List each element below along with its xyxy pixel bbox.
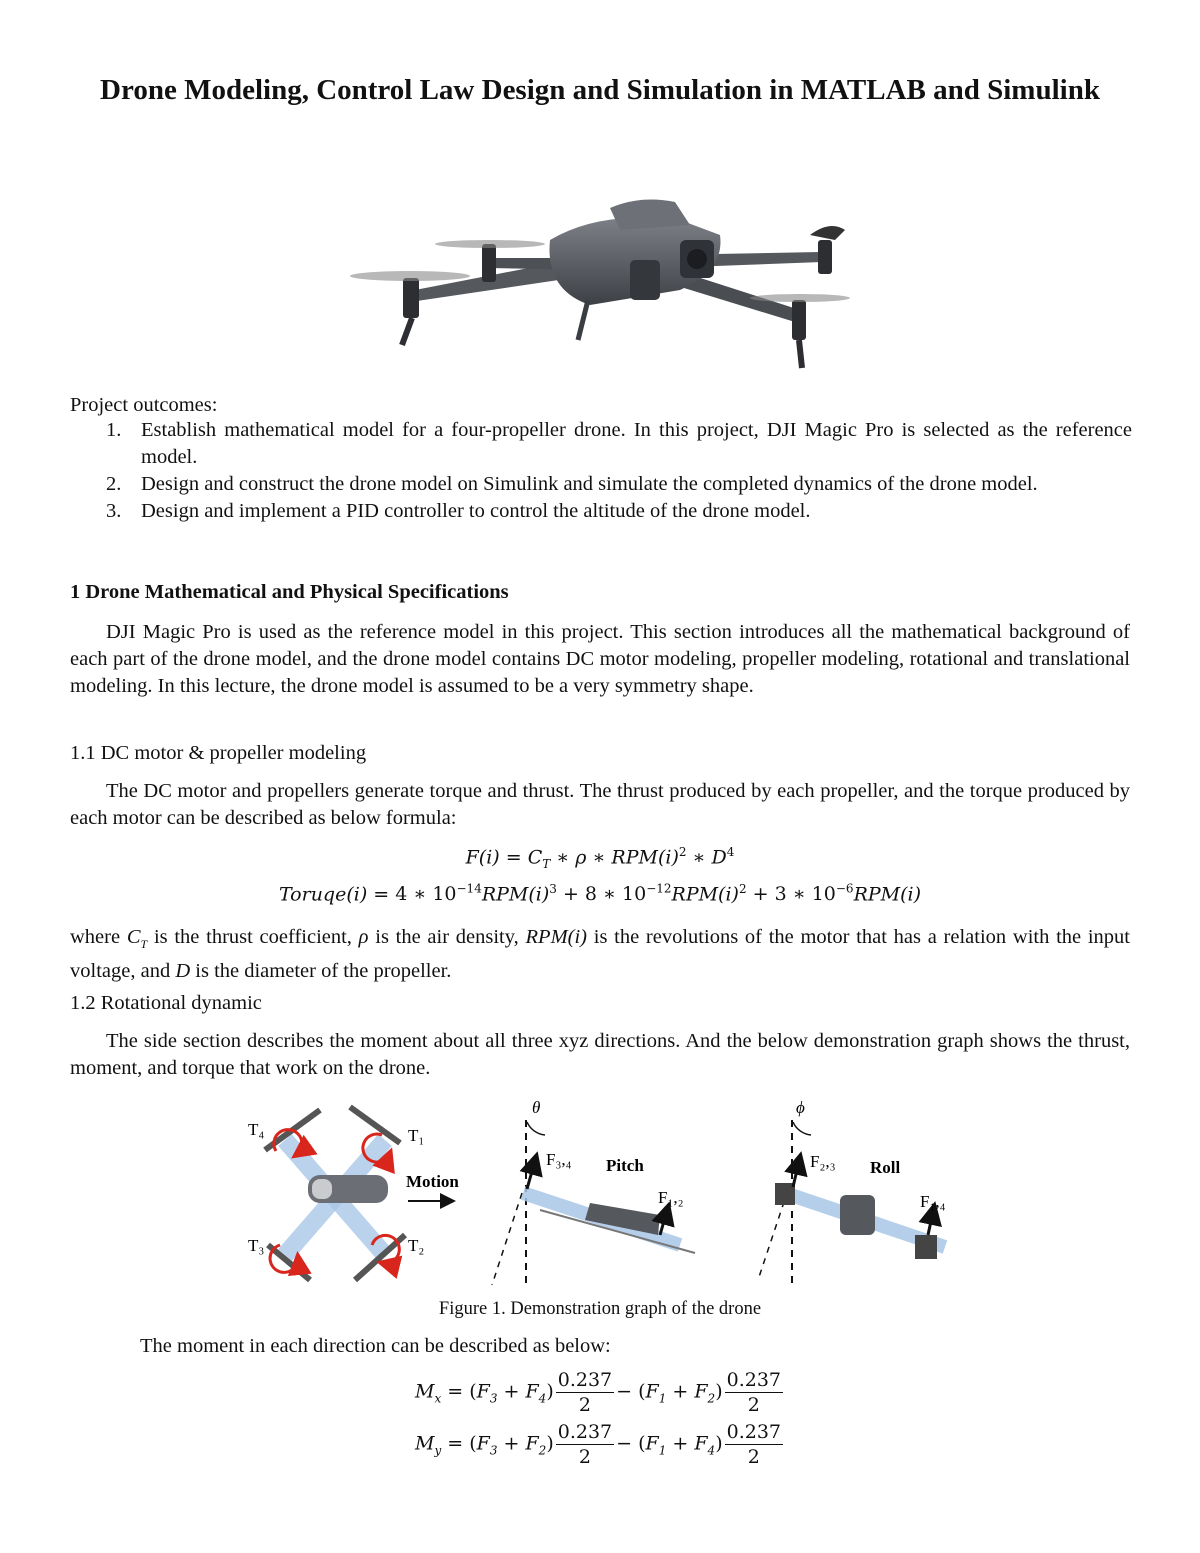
thrust-equation: $F(i) = C_T$ ∗ ρ ∗ $RPM(i)^2$ ∗ $D^4$ xyxy=(465,845,735,872)
top-view-drone xyxy=(265,1107,405,1280)
section-1-2-paragraph: The side section describes the moment about all three xyz directions. And the below demonstration graph shows the thrust, moment, and torque that work on the drone. xyxy=(70,1030,1130,1079)
label-theta: θ xyxy=(532,1098,541,1117)
label-f12: F₁,₂ xyxy=(658,1188,684,1207)
label-f14: F₁,₄ xyxy=(920,1192,946,1211)
outcomes-heading: Project outcomes: xyxy=(70,394,218,416)
where-paragraph: where $C_T$ is the thrust coefficient, ρ is the air density, RPM(i) is the revolutions of the motor that has a relation with the input voltage, and D is the diameter of the propeller. xyxy=(70,926,1130,983)
section-1-heading: 1 Drone Mathematical and Physical Specifications xyxy=(70,581,509,603)
label-t4: T₄ xyxy=(248,1120,265,1139)
demonstration-figure xyxy=(240,1095,960,1290)
label-phi: ϕ xyxy=(796,1098,805,1117)
section-1-1-paragraph: The DC motor and propellers generate torque and thrust. The thrust produced by each propeller, and the torque produced by each motor can be described as below formula: xyxy=(70,780,1130,829)
label-motion: Motion xyxy=(406,1172,459,1191)
list-item: 1. Establish mathematical model for a four-propeller drone. In this project, DJI Magic Pro is selected as the reference model. xyxy=(106,419,1132,468)
document-title: Drone Modeling, Control Law Design and Simulation in MATLAB and Simulink xyxy=(100,74,1100,106)
section-1-1-heading: 1.1 DC motor & propeller modeling xyxy=(70,742,367,764)
section-1-paragraph: DJI Magic Pro is used as the reference model in this project. This section introduces all the mathematical background of each part of the drone model, and the drone model contains DC motor modeling, propeller modeling, rotational and translational modeling. In this lecture, the drone model is assumed to be a very symmetry shape. xyxy=(70,621,1130,697)
outcomes-list xyxy=(70,417,1132,525)
list-item: 3. Design and implement a PID controller to control the altitude of the drone model. xyxy=(106,500,811,522)
label-pitch: Pitch xyxy=(606,1156,644,1175)
moment-intro: The moment in each direction can be described as below: xyxy=(140,1335,611,1357)
label-roll: Roll xyxy=(870,1158,901,1177)
roll-view-drone xyxy=(758,1120,945,1285)
label-t2: T₂ xyxy=(408,1236,425,1255)
label-t1: T₁ xyxy=(408,1126,425,1145)
moment-x-equation: $M_x = (F_3 + F_4)$ $\frac{0.237}{2}$ − $(F_1 + F_2)$ $\frac{0.237}{2}$ xyxy=(414,1369,782,1416)
torque-equation: Toruqe(i) = 4 ∗ $10^{-14}RPM(i)^3 + 8$ ∗ $10^{-12}RPM(i)^2 + 3$ ∗ $10^{-6}RPM(i)$ xyxy=(278,882,922,906)
label-f34: F₃,₄ xyxy=(546,1150,572,1169)
drone-photo xyxy=(340,140,860,390)
list-item: 2. Design and construct the drone model on Simulink and simulate the completed dynamics of the drone model. xyxy=(106,473,1038,495)
figure-caption: Figure 1. Demonstration graph of the drone xyxy=(438,1299,762,1319)
label-t3: T₃ xyxy=(248,1236,265,1255)
label-f23: F₂,₃ xyxy=(810,1152,836,1171)
section-1-2-heading: 1.2 Rotational dynamic xyxy=(70,992,262,1014)
moment-y-equation: $M_y = (F_3 + F_2)$ $\frac{0.237}{2}$ − $(F_1 + F_4)$ $\frac{0.237}{2}$ xyxy=(414,1421,782,1468)
